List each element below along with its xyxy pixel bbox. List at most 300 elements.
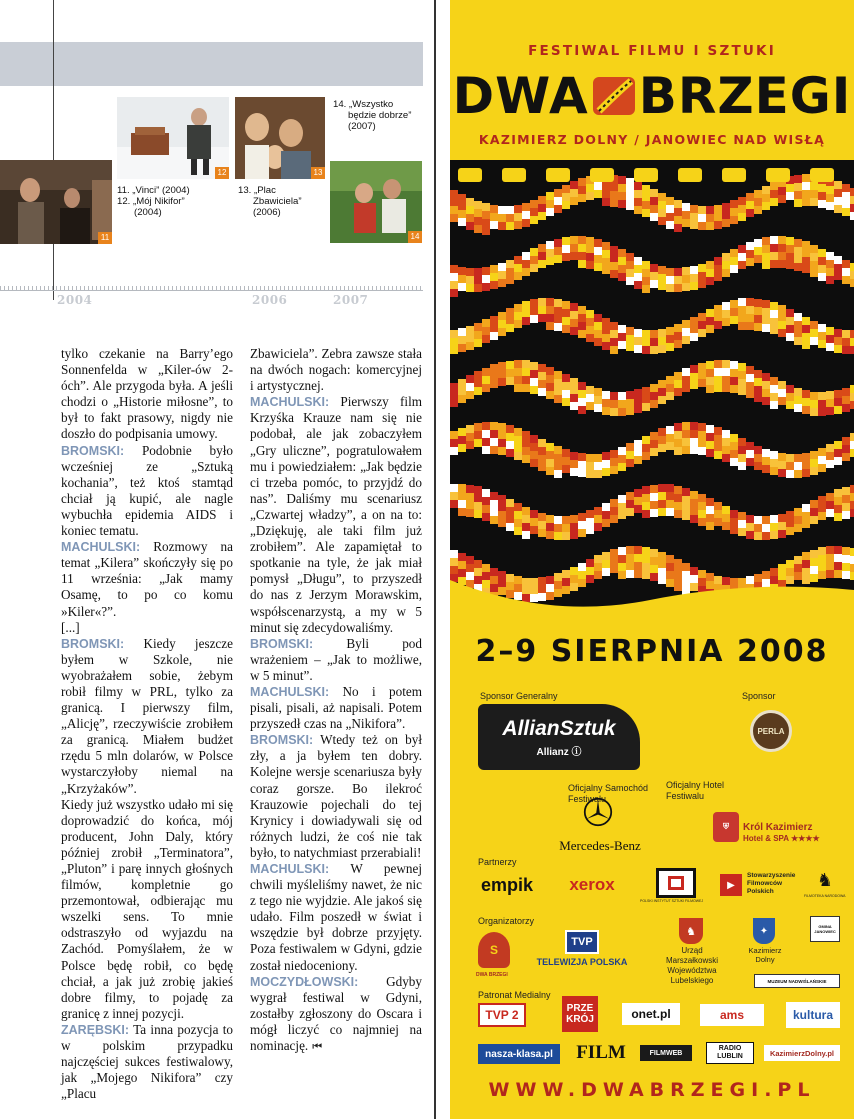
urzad-line: Lubelskiego: [670, 976, 714, 985]
artwork-pixel: [746, 242, 754, 250]
artwork-pixel: [610, 322, 618, 330]
artwork-pixel: [530, 248, 538, 256]
artwork-pixel: [634, 497, 642, 505]
perla-logo-text: PERLA: [757, 726, 785, 736]
artwork-pixel: [666, 434, 674, 442]
artwork-pixel: [786, 519, 794, 527]
artwork-pixel: [842, 396, 850, 404]
artwork-pixel: [538, 196, 546, 204]
artwork-pixel: [482, 335, 490, 343]
artwork-pixel: [626, 327, 634, 335]
artwork-pixel: [650, 493, 658, 501]
film-perforation-icon: [502, 168, 526, 182]
artwork-pixel: [810, 337, 818, 345]
artwork-pixel: [586, 184, 594, 192]
artwork-pixel: [522, 515, 530, 523]
artwork-pixel: [722, 310, 730, 318]
artwork-pixel: [674, 423, 682, 431]
artwork-pixel: [826, 460, 834, 468]
artwork-pixel: [602, 326, 610, 334]
artwork-pixel: [458, 275, 466, 283]
artwork-pixel: [458, 202, 466, 210]
artwork-pixel: [842, 346, 850, 354]
artwork-pixel: [530, 526, 538, 534]
artwork-pixel: [570, 452, 578, 460]
artwork-pixel: [682, 563, 690, 571]
artwork-pixel: [538, 314, 546, 322]
artwork-pixel: [522, 260, 530, 268]
artwork-pixel: [546, 208, 554, 216]
artwork-pixel: [770, 260, 778, 268]
artwork-pixel: [514, 592, 522, 600]
artwork-pixel: [642, 403, 650, 411]
artwork-pixel: [762, 194, 770, 202]
film-perforation-icon: [634, 168, 658, 182]
artwork-pixel: [506, 449, 514, 457]
artwork-pixel: [610, 549, 618, 557]
artwork-pixel: [786, 470, 794, 478]
artwork-pixel: [842, 388, 850, 396]
artwork-pixel: [570, 460, 578, 468]
artwork-pixel: [522, 578, 530, 586]
artwork-pixel: [754, 386, 762, 394]
artwork-pixel: [810, 198, 818, 206]
artwork-pixel: [634, 440, 642, 448]
artwork-pixel: [674, 431, 682, 439]
artwork-pixel: [474, 209, 482, 217]
artwork-pixel: [562, 193, 570, 201]
artwork-pixel: [770, 302, 778, 310]
artwork-pixel: [626, 269, 634, 277]
artwork-pixel: [850, 263, 854, 271]
caption-line: 12. „Mój Nikifor”: [117, 196, 185, 207]
artwork-pixel: [450, 206, 458, 214]
artwork-pixel: [506, 361, 514, 369]
artwork-pixel: [722, 438, 730, 446]
caption-line: 11. „Vinci” (2004): [117, 185, 190, 196]
artwork-pixel: [514, 360, 522, 368]
artwork-pixel: [450, 346, 458, 354]
artwork-pixel: [746, 201, 754, 209]
artwork-pixel: [738, 197, 746, 205]
artwork-pixel: [490, 446, 498, 454]
artwork-pixel: [810, 321, 818, 329]
artwork-pixel: [498, 271, 506, 279]
allianz-logo: [478, 704, 640, 770]
artwork-pixel: [674, 276, 682, 284]
artwork-pixel: [450, 492, 458, 500]
artwork-pixel: [586, 567, 594, 575]
artwork-pixel: [770, 198, 778, 206]
artwork-pixel: [578, 469, 586, 477]
artwork-pixel: [658, 428, 666, 436]
muzeum-logo: MUZEUM NADWIŚLAŃSKIE: [754, 974, 840, 988]
artwork-pixel: [810, 408, 818, 416]
artwork-pixel: [514, 436, 522, 444]
artwork-pixel: [450, 447, 458, 455]
artwork-pixel: [642, 452, 650, 460]
artwork-pixel: [538, 212, 546, 220]
artwork-pixel: [514, 368, 522, 376]
artwork-pixel: [618, 341, 626, 349]
artwork-pixel: [818, 324, 826, 332]
photo-vinci: [0, 160, 112, 244]
artwork-pixel: [458, 379, 466, 387]
artwork-pixel: [634, 397, 642, 405]
artwork-pixel: [586, 402, 594, 410]
artwork-pixel: [850, 501, 854, 509]
artwork-pixel: [506, 425, 514, 433]
artwork-pixel: [530, 510, 538, 518]
article-paragraph: [250, 974, 422, 1055]
caption-line: 14. „Wszystko: [333, 99, 394, 110]
artwork-pixel: [450, 558, 458, 566]
artwork-pixel: [666, 335, 674, 343]
artwork-pixel: [506, 515, 514, 523]
film-perforation-icon: [766, 168, 790, 182]
artwork-pixel: [626, 407, 634, 415]
artwork-pixel: [810, 508, 818, 516]
artwork-pixel: [610, 262, 618, 270]
artwork-pixel: [802, 265, 810, 273]
artwork-pixel: [674, 332, 682, 340]
artwork-pixel: [706, 222, 714, 230]
artwork-pixel: [826, 194, 834, 202]
artwork-pixel: [682, 422, 690, 430]
speaker-name: MOCZYDŁOWSKI:: [250, 974, 359, 989]
artwork-pixel: [610, 330, 618, 338]
artwork-pixel: [538, 521, 546, 529]
artwork-pixel: [634, 448, 642, 456]
artwork-pixel: [634, 345, 642, 353]
artwork-pixel: [690, 575, 698, 583]
artwork-pixel: [450, 500, 458, 508]
artwork-pixel: [706, 449, 714, 457]
artwork-pixel: [626, 399, 634, 407]
end-of-article-icon: ⏮: [312, 1040, 323, 1054]
artwork-pixel: [626, 178, 634, 186]
artwork-pixel: [810, 516, 818, 524]
speaker-name: BROMSKI:: [61, 443, 125, 458]
artwork-pixel: [482, 368, 490, 376]
artwork-pixel: [794, 183, 802, 191]
artwork-pixel: [530, 307, 538, 315]
caption-line: (2004): [134, 207, 162, 218]
artwork-pixel: [818, 332, 826, 340]
caption-line: Zbawiciela”: [253, 196, 302, 207]
artwork-pixel: [602, 342, 610, 350]
artwork-pixel: [650, 272, 658, 280]
artwork-pixel: [610, 254, 618, 262]
artwork-pixel: [738, 205, 746, 213]
artwork-pixel: [538, 372, 546, 380]
artwork-pixel: [802, 406, 810, 414]
artwork-pixel: [706, 261, 714, 269]
artwork-pixel: [746, 209, 754, 217]
artwork-pixel: [626, 391, 634, 399]
artwork-pixel: [706, 573, 714, 581]
poster-artwork: [450, 160, 854, 620]
artwork-pixel: [586, 575, 594, 583]
artwork-pixel: [530, 200, 538, 208]
artwork-pixel: [738, 213, 746, 221]
artwork-pixel: [778, 397, 786, 405]
artwork-pixel: [778, 236, 786, 244]
mercedes-logo: Mercedes-Benz: [559, 838, 641, 853]
artwork-pixel: [458, 387, 466, 395]
artwork-pixel: [826, 570, 834, 578]
artwork-pixel: [586, 192, 594, 200]
artwork-pixel: [474, 502, 482, 510]
artwork-pixel: [546, 531, 554, 539]
article-paragraph: [250, 732, 422, 861]
artwork-pixel: [642, 494, 650, 502]
artwork-pixel: [802, 241, 810, 249]
artwork-pixel: [554, 189, 562, 197]
artwork-pixel: [586, 470, 594, 478]
artwork-pixel: [658, 500, 666, 508]
artwork-pixel: [842, 404, 850, 412]
artwork-pixel: [842, 330, 850, 338]
artwork-pixel: [530, 264, 538, 272]
artwork-pixel: [578, 453, 586, 461]
empik-logo: empik: [480, 874, 534, 895]
artwork-pixel: [514, 511, 522, 519]
artwork-pixel: [818, 273, 826, 281]
artwork-pixel: [778, 321, 786, 329]
artwork-pixel: [626, 546, 634, 554]
paragraph-text: [...]: [61, 619, 80, 635]
artwork-pixel: [778, 381, 786, 389]
caption-line: (2006): [253, 207, 281, 218]
artwork-pixel: [554, 371, 562, 379]
artwork-pixel: [586, 526, 594, 534]
artwork-pixel: [794, 454, 802, 462]
artwork-pixel: [802, 469, 810, 477]
artwork-pixel: [754, 462, 762, 470]
artwork-pixel: [474, 439, 482, 447]
artwork-pixel: [498, 431, 506, 439]
label-partners: Partnerzy: [478, 857, 517, 867]
artwork-pixel: [794, 239, 802, 247]
artwork-pixel: [738, 379, 746, 387]
artwork-pixel: [514, 384, 522, 392]
artwork-pixel: [810, 459, 818, 467]
artwork-pixel: [730, 377, 738, 385]
artwork-pixel: [690, 205, 698, 213]
artwork-pixel: [466, 276, 474, 284]
artwork-pixel: [754, 198, 762, 206]
photo-vinci-image: [0, 160, 112, 244]
artwork-pixel: [730, 518, 738, 526]
artwork-pixel: [762, 397, 770, 405]
paragraph-text: Gdyby wygrał festiwal w Gdyni, zostałby zgłoszony do Oscara i mógł liczyć co najmniej na nominację.: [250, 973, 422, 1054]
artwork-pixel: [642, 486, 650, 494]
artwork-pixel: [466, 509, 474, 517]
artwork-pixel: [666, 555, 674, 563]
artwork-pixel: [706, 269, 714, 277]
artwork-pixel: [466, 485, 474, 493]
artwork-pixel: [498, 579, 506, 587]
artwork-pixel: [666, 508, 674, 516]
kazimierz-line: Dolny: [755, 955, 775, 964]
artwork-pixel: [730, 200, 738, 208]
artwork-pixel: [850, 485, 854, 493]
artwork-pixel: [706, 385, 714, 393]
artwork-pixel: [722, 211, 730, 219]
artwork-pixel: [698, 447, 706, 455]
artwork-pixel: [522, 594, 530, 602]
artwork-pixel: [618, 249, 626, 257]
year-label: 2006: [252, 293, 288, 307]
artwork-pixel: [562, 185, 570, 193]
artwork-pixel: [658, 508, 666, 516]
artwork-pixel: [602, 552, 610, 560]
artwork-pixel: [666, 213, 674, 221]
artwork-pixel: [770, 182, 778, 190]
artwork-pixel: [714, 265, 722, 273]
artwork-pixel: [594, 462, 602, 470]
artwork-pixel: [602, 258, 610, 266]
artwork-pixel: [714, 518, 722, 526]
artwork-pixel: [770, 190, 778, 198]
artwork-pixel: [650, 384, 658, 392]
paragraph-text: Zbawiciela”. Zebra zawsze stała na dwóch nogach: komercyjnej i artystycznej.: [250, 346, 422, 394]
artwork-pixel: [666, 571, 674, 579]
label-line: Oficjalny Samochód: [568, 783, 649, 793]
artwork-pixel: [690, 213, 698, 221]
artwork-pixel: [546, 200, 554, 208]
artwork-pixel: [642, 346, 650, 354]
artwork-pixel: [850, 548, 854, 556]
kultura-logo: kultura: [786, 1002, 840, 1028]
artwork-pixel: [810, 329, 818, 337]
artwork-pixel: [682, 328, 690, 336]
artwork-pixel: [458, 484, 466, 492]
artwork-pixel: [450, 330, 458, 338]
artwork-pixel: [842, 276, 850, 284]
artwork-pixel: [546, 322, 554, 330]
artwork-pixel: [762, 237, 770, 245]
artwork-pixel: [618, 273, 626, 281]
artwork-pixel: [658, 193, 666, 201]
artwork-pixel: [586, 334, 594, 342]
caption-line: (2007): [348, 121, 376, 132]
artwork-pixel: [786, 325, 794, 333]
artwork-pixel: [706, 369, 714, 377]
artwork-pixel: [794, 556, 802, 564]
artwork-pixel: [490, 205, 498, 213]
speaker-name: ZARĘBSKI:: [61, 1022, 130, 1037]
artwork-pixel: [570, 319, 578, 327]
artwork-pixel: [522, 360, 530, 368]
artwork-pixel: [730, 361, 738, 369]
artwork-pixel: [658, 345, 666, 353]
artwork-pixel: [522, 368, 530, 376]
artwork-pixel: [618, 463, 626, 471]
artwork-pixel: [498, 439, 506, 447]
artwork-pixel: [666, 492, 674, 500]
hotel-logo-sub: Hotel & SPA ★★★★: [743, 834, 820, 843]
artwork-pixel: [650, 485, 658, 493]
artwork-pixel: [746, 576, 754, 584]
artwork-pixel: [538, 204, 546, 212]
artwork-pixel: [578, 398, 586, 406]
artwork-pixel: [602, 242, 610, 250]
photo-number: 14: [408, 231, 422, 243]
artwork-pixel: [554, 524, 562, 532]
artwork-pixel: [674, 439, 682, 447]
artwork-pixel: [698, 329, 706, 337]
artwork-pixel: [482, 446, 490, 454]
artwork-pixel: [690, 365, 698, 373]
artwork-pixel: [522, 531, 530, 539]
artwork-pixel: [666, 484, 674, 492]
artwork-pixel: [698, 379, 706, 387]
artwork-pixel: [714, 360, 722, 368]
artwork-pixel: [690, 499, 698, 507]
photo-moj-nikifor-image: [117, 97, 229, 179]
artwork-pixel: [826, 268, 834, 276]
artwork-pixel: [770, 451, 778, 459]
artwork-pixel: [498, 320, 506, 328]
artwork-pixel: [810, 400, 818, 408]
artwork-pixel: [554, 470, 562, 478]
artwork-pixel: [538, 585, 546, 593]
speaker-name: BROMSKI:: [250, 636, 314, 651]
artwork-pixel: [482, 422, 490, 430]
artwork-pixel: [450, 214, 458, 222]
artwork-pixel: [490, 568, 498, 576]
dwa-brzegi-org-logo: DWA BRZEGI: [476, 972, 508, 978]
artwork-pixel: [738, 322, 746, 330]
poster-location: KAZIMIERZ DOLNY / JANOWIEC NAD WISŁĄ: [478, 132, 826, 147]
artwork-pixel: [754, 524, 762, 532]
artwork-pixel: [826, 554, 834, 562]
artwork-pixel: [682, 267, 690, 275]
artwork-pixel: [738, 387, 746, 395]
artwork-pixel: [506, 377, 514, 385]
artwork-pixel: [826, 186, 834, 194]
artwork-pixel: [522, 219, 530, 227]
artwork-pixel: [826, 260, 834, 268]
artwork-pixel: [570, 567, 578, 575]
artwork-pixel: [674, 583, 682, 591]
artwork-pixel: [850, 449, 854, 457]
artwork-pixel: [546, 314, 554, 322]
artwork-pixel: [530, 594, 538, 602]
artwork-pixel: [834, 489, 842, 497]
film-logo: FILM: [576, 1042, 626, 1063]
artwork-pixel: [570, 468, 578, 476]
label-organizers: Organizatorzy: [478, 916, 535, 926]
artwork-pixel: [666, 268, 674, 276]
artwork-pixel: [522, 384, 530, 392]
artwork-pixel: [754, 307, 762, 315]
artwork-pixel: [786, 401, 794, 409]
artwork-pixel: [586, 326, 594, 334]
artwork-pixel: [682, 219, 690, 227]
artwork-pixel: [746, 314, 754, 322]
artwork-pixel: [658, 576, 666, 584]
artwork-pixel: [842, 338, 850, 346]
artwork-pixel: [482, 376, 490, 384]
artwork-pixel: [506, 523, 514, 531]
artwork-pixel: [690, 373, 698, 381]
artwork-pixel: [642, 261, 650, 269]
artwork-pixel: [618, 547, 626, 555]
artwork-pixel: [722, 219, 730, 227]
